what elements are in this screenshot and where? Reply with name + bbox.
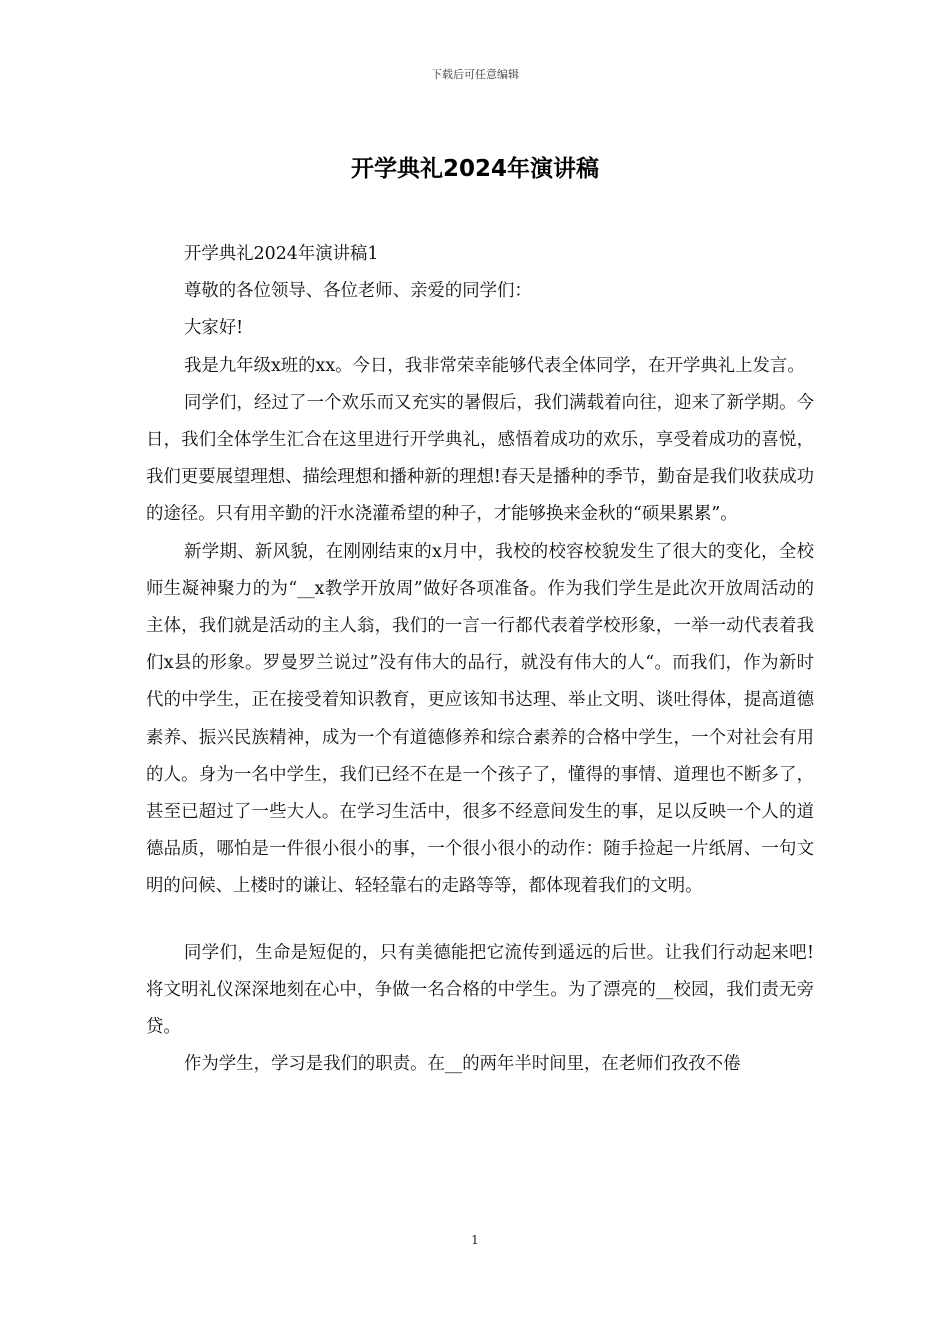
paragraph-new-look: 新学期、新风貌，在刚刚结束的x月中，我校的校容校貌发生了很大的变化，全校师生凝神聚力的为“__x教学开放周”做好各项准备。作为我们学生是此次开放周活动的主体，我们就是活动的主人翁，我们的一言一行都代表着学校形象，一举一动代表着我们x县的形象。罗曼罗兰说过”没有伟大的品行，就没有伟大的人“。而我们，作为新时代的中学生，正在接受着知识教育，更应该知书达理、举止文明、谈吐得体，提高道德素养、振兴民族精神，成为一个有道德修养和综合素养的合格中学生，一个对社会有用的人。身为一名中学生，我们已经不在是一个孩子了，懂得的事情、道理也不断多了，甚至已超过了一些大人。在学习生活中，很多不经意间发生的事，足以反映一个人的道德品质，哪怕是一件很小很小的事，一个很小很小的动作：随手捡起一片纸屑、一句文明的问候、上楼时的谦让、轻轻靠右的走路等等，都体现着我们的文明。 (146, 541, 814, 897)
document-title: 开学典礼2024年演讲稿 (350, 156, 599, 182)
paragraph-new-semester: 同学们，经过了一个欢乐而又充实的暑假后，我们满载着向往，迎来了新学期。今日，我们全体学生汇合在这里进行开学典礼，感悟着成功的欢乐，享受着成功的喜悦，我们更要展望理想、描绘理想和播种新的理想!春天是播种的季节，勤奋是我们收获成功的途径。只有用辛勤的汗水浇灌希望的种子，才能够换来金秋的“硕果累累”。 (146, 392, 814, 525)
paragraph-salutation: 尊敬的各位领导、各位老师、亲爱的同学们： (184, 281, 532, 302)
paragraph-speech-heading: 开学典礼2024年演讲稿1 (184, 244, 379, 264)
paragraph-call-to-action: 同学们，生命是短促的，只有美德能把它流传到遥远的后世。让我们行动起来吧!将文明礼仪深深地刻在心中，争做一名合格的中学生。为了漂亮的__校园，我们责无旁贷。 (146, 942, 814, 1038)
page-number: 1 (471, 1233, 479, 1247)
paragraph-introduction: 我是九年级x班的xx。今日，我非常荣幸能够代表全体同学，在开学典礼上发言。 (184, 355, 805, 376)
header-note: 下载后可任意编辑 (431, 68, 519, 81)
paragraph-study-duty: 作为学生，学习是我们的职责。在__的两年半时间里，在老师们孜孜不倦 (184, 1054, 741, 1075)
document-body (146, 236, 814, 1083)
paragraph-greeting: 大家好! (184, 318, 244, 339)
